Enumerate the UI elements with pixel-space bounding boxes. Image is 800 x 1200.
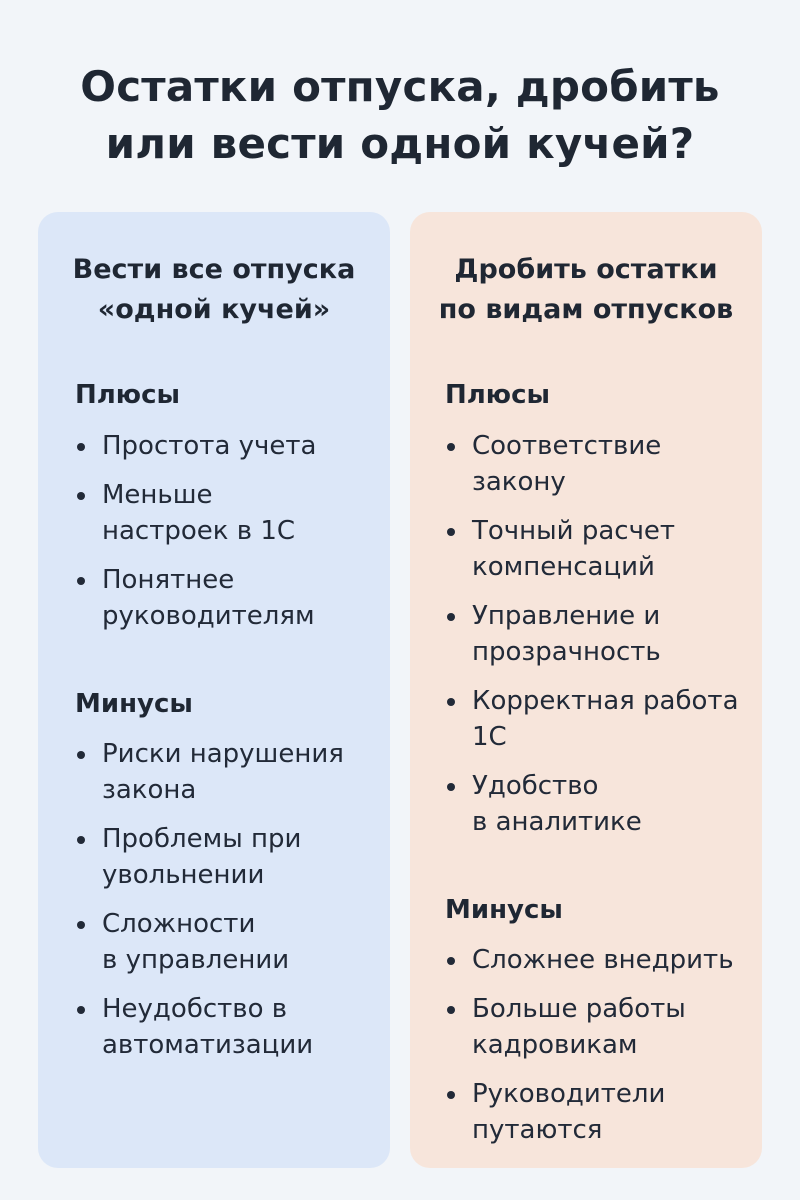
page-title-line-1: Остатки отпуска, дробить (80, 62, 720, 111)
list-item-text: Соответствие (472, 431, 662, 461)
list-item (445, 513, 739, 585)
list-item-text: настроек в 1С (102, 516, 296, 546)
list-item-text: закона (102, 775, 197, 805)
list-item (445, 768, 739, 840)
list-item-text: кадровикам (472, 1030, 638, 1060)
cons-list (75, 736, 344, 1076)
list-item-text: путаются (472, 1115, 603, 1145)
bullet-icon (77, 1006, 85, 1014)
bullet-icon (77, 751, 85, 759)
list-item-text: Точный расчет (472, 516, 676, 546)
card-heading-line-2: по видам отпусков (438, 294, 734, 325)
card-heading (410, 250, 762, 330)
list-item-text: Больше работы (472, 994, 686, 1024)
list-item-text: Сложнее внедрить (472, 945, 734, 975)
pros-title: Плюсы (445, 380, 551, 410)
list-item-text: в управлении (102, 945, 290, 975)
list-item-text: Понятнее (102, 565, 235, 595)
list-item (445, 1076, 734, 1148)
pros-list (445, 428, 739, 853)
list-item (445, 683, 739, 755)
list-item (75, 428, 316, 464)
page-title (0, 58, 800, 172)
page-title-line-2: или вести одной кучей? (105, 119, 695, 168)
card-heading (38, 250, 390, 330)
list-item-text: Корректная работа (472, 686, 739, 716)
bullet-icon (77, 836, 85, 844)
list-item-text: 1С (472, 722, 507, 752)
bullet-icon (447, 957, 455, 965)
list-item-text: Простота учета (102, 431, 317, 461)
pros-list (75, 428, 316, 647)
list-item (75, 906, 344, 978)
bullet-icon (77, 492, 85, 500)
list-item-text: руководителям (102, 601, 315, 631)
list-item (445, 428, 739, 500)
bullet-icon (77, 577, 85, 585)
bullet-icon (447, 1006, 455, 1014)
list-item (75, 477, 316, 549)
bullet-icon (77, 443, 85, 451)
list-item-text: Проблемы при (102, 824, 302, 854)
list-item (75, 991, 344, 1063)
bullet-icon (447, 528, 455, 536)
list-item (445, 991, 734, 1063)
list-item (75, 736, 344, 808)
bullet-icon (447, 613, 455, 621)
option-card-single-pool (38, 212, 390, 1168)
cons-list (445, 942, 734, 1161)
list-item-text: компенсаций (472, 552, 655, 582)
list-item (75, 562, 316, 634)
list-item (75, 821, 344, 893)
list-item (445, 942, 734, 978)
list-item-text: Риски нарушения (102, 739, 344, 769)
list-item-text: автоматизации (102, 1030, 314, 1060)
bullet-icon (447, 1091, 455, 1099)
list-item-text: Управление и (472, 601, 661, 631)
bullet-icon (447, 443, 455, 451)
list-item (445, 598, 739, 670)
cons-title: Минусы (445, 895, 563, 925)
card-heading-line-1: Дробить остатки (454, 254, 718, 285)
list-item-text: Сложности (102, 909, 256, 939)
pros-title: Плюсы (75, 380, 181, 410)
list-item-text: Руководители (472, 1079, 666, 1109)
card-heading-line-1: Вести все отпуска (72, 254, 356, 285)
list-item-text: Неудобство в (102, 994, 288, 1024)
option-card-split-balances (410, 212, 762, 1168)
list-item-text: Удобство (472, 771, 599, 801)
list-item-text: закону (472, 467, 566, 497)
list-item-text: Меньше (102, 480, 213, 510)
list-item-text: в аналитике (472, 807, 642, 837)
list-item-text: увольнении (102, 860, 265, 890)
cons-title: Минусы (75, 689, 193, 719)
card-heading-line-2: «одной кучей» (97, 294, 331, 325)
bullet-icon (447, 783, 455, 791)
bullet-icon (447, 698, 455, 706)
bullet-icon (77, 921, 85, 929)
list-item-text: прозрачность (472, 637, 661, 667)
